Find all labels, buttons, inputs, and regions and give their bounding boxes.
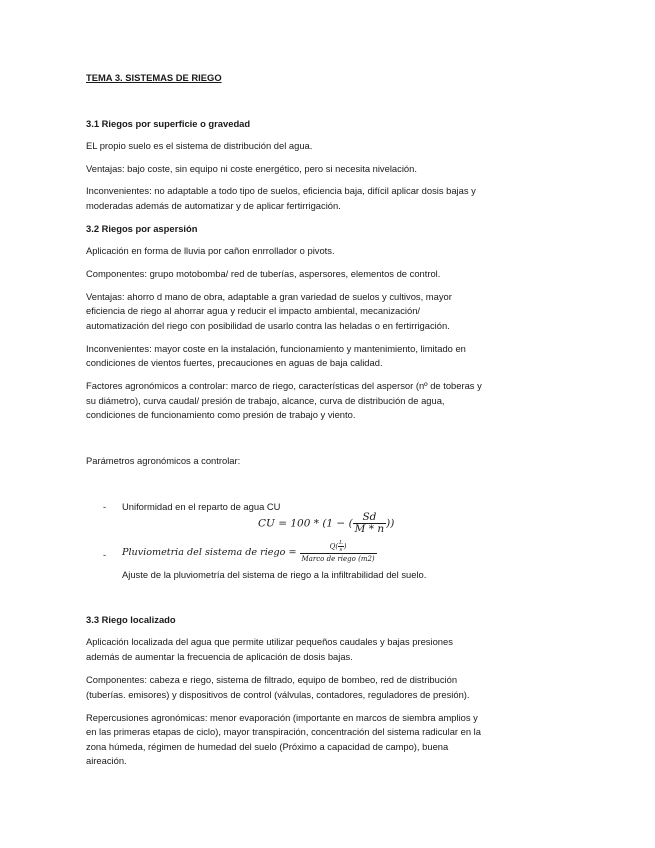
section-3-3-paragraph-3-line-4: aireación.: [86, 755, 127, 766]
section-3-3-paragraph-3-line-2: en las primeras etapas de ciclo), mayor transpiración, concentración del sistema radicular en la: [86, 726, 481, 737]
cu-formula-numerator: Sd: [353, 512, 386, 524]
section-3-2-paragraph-3-line-3: automatización del riego con posibilidad de usarlo contra las heladas o en fertirrigación.: [86, 320, 450, 331]
section-3-3-paragraph-2-line-2: (tuberías. emisores) y dispositivos de control (válvulas, contadores, reguladores de presión).: [86, 689, 470, 700]
cu-formula-rhs: )): [386, 517, 395, 530]
pluviometria-formula-numerator: Q( $\frac{L}{s}$ ): [300, 540, 377, 554]
section-3-2-paragraph-5-line-3: condiciones de funcionamiento como presión de trabajo y viento.: [86, 409, 356, 420]
section-3-2-paragraph-2: Componentes: grupo motobomba/ red de tuberías, aspersores, elementos de control.: [86, 268, 441, 279]
section-3-2-paragraph-4-line-2: condiciones de vientos fuertes, precauciones en aguas de baja calidad.: [86, 357, 383, 368]
section-3-2-paragraph-5-line-1: Factores agronómicos a controlar: marco de riego, características del aspersor (nº de toberas y: [86, 380, 482, 391]
pluviometria-formula-fraction: [300, 540, 377, 565]
document-title: TEMA 3. SISTEMAS DE RIEGO: [86, 72, 222, 83]
params-label: Parámetros agronómicos a controlar:: [86, 455, 241, 466]
section-3-2-paragraph-3-line-1: Ventajas: ahorro d mano de obra, adaptable a gran variedad de suelos y cultivos, mayor: [86, 291, 452, 302]
pluviometria-s: s: [339, 547, 343, 553]
section-3-3-paragraph-3-line-3: zona húmeda, régimen de humedad del suelo (Próximo a capacidad de campo), buena: [86, 741, 449, 752]
pluviometria-q: Q: [329, 542, 336, 551]
pluviometria-l: L: [339, 540, 343, 546]
bullet-2-note: Ajuste de la pluviometría del sistema de riego a la infiltrabilidad del suelo.: [122, 569, 427, 580]
section-3-2-paragraph-5-line-2: su diámetro), curva caudal/ presión de trabajo, alcance, curva de distribución de agua,: [86, 395, 445, 406]
section-3-3-paragraph-1-line-2: además de aumentar la frecuencia de aplicación de dosis bajas.: [86, 651, 353, 662]
cu-formula-denominator: M * n: [354, 523, 385, 535]
section-3-3-heading: 3.3 Riego localizado: [86, 614, 176, 625]
section-3-1-paragraph-2: Ventajas: bajo coste, sin equipo ni coste energético, pero si necesita nivelación.: [86, 163, 417, 174]
section-3-2-paragraph-4-line-1: Inconvenientes: mayor coste en la instalación, funcionamiento y mantenimiento, limitado en: [86, 343, 466, 354]
section-3-1-heading: 3.1 Riegos por superficie o gravedad: [86, 118, 251, 129]
section-3-1-paragraph-3-line-2: moderadas además de automatizar y de aplicar fertirrigación.: [86, 200, 341, 211]
section-3-2-heading: 3.2 Riegos por aspersión: [86, 223, 198, 234]
section-3-1-paragraph-3-line-1: Inconvenientes: no adaptable a todo tipo de suelos, eficiencia baja, difícil aplicar dosis bajas y: [86, 185, 476, 196]
section-3-3-paragraph-1-line-1: Aplicación localizada del agua que permite utilizar pequeños caudales y bajas presiones: [86, 636, 453, 647]
cu-formula: [258, 512, 394, 535]
section-3-1-paragraph-1: EL propio suelo es el sistema de distribución del agua.: [86, 140, 313, 151]
bullet-dash-1: -: [103, 501, 107, 512]
cu-formula-fraction: [353, 512, 386, 535]
bullet-1-text: Uniformidad en el reparto de agua CU: [122, 501, 281, 512]
bullet-dash-2: -: [103, 549, 107, 560]
section-3-2-paragraph-1: Aplicación en forma de lluvia por cañon enrrollador o pivots.: [86, 245, 335, 256]
cu-formula-lhs: CU = 100 * (1 − (: [258, 517, 353, 530]
pluviometria-formula-lhs: Pluviometria del sistema de riego =: [122, 547, 297, 558]
section-3-2-paragraph-3-line-2: eficiencia de riego al ahorrar agua y reducir el impacto ambiental, mecanización/: [86, 305, 421, 316]
pluviometria-formula-denominator: Marco de riego (m2): [301, 555, 375, 563]
section-3-3-paragraph-2-line-1: Componentes: cabeza e riego, sistema de filtrado, equipo de bombeo, red de distribución: [86, 674, 458, 685]
pluviometria-l-over-s: [338, 540, 344, 553]
pluviometria-formula: [122, 540, 377, 565]
section-3-3-paragraph-3-line-1: Repercusiones agronómicas: menor evaporación (importante en marcos de siembra amplios y: [86, 712, 478, 723]
